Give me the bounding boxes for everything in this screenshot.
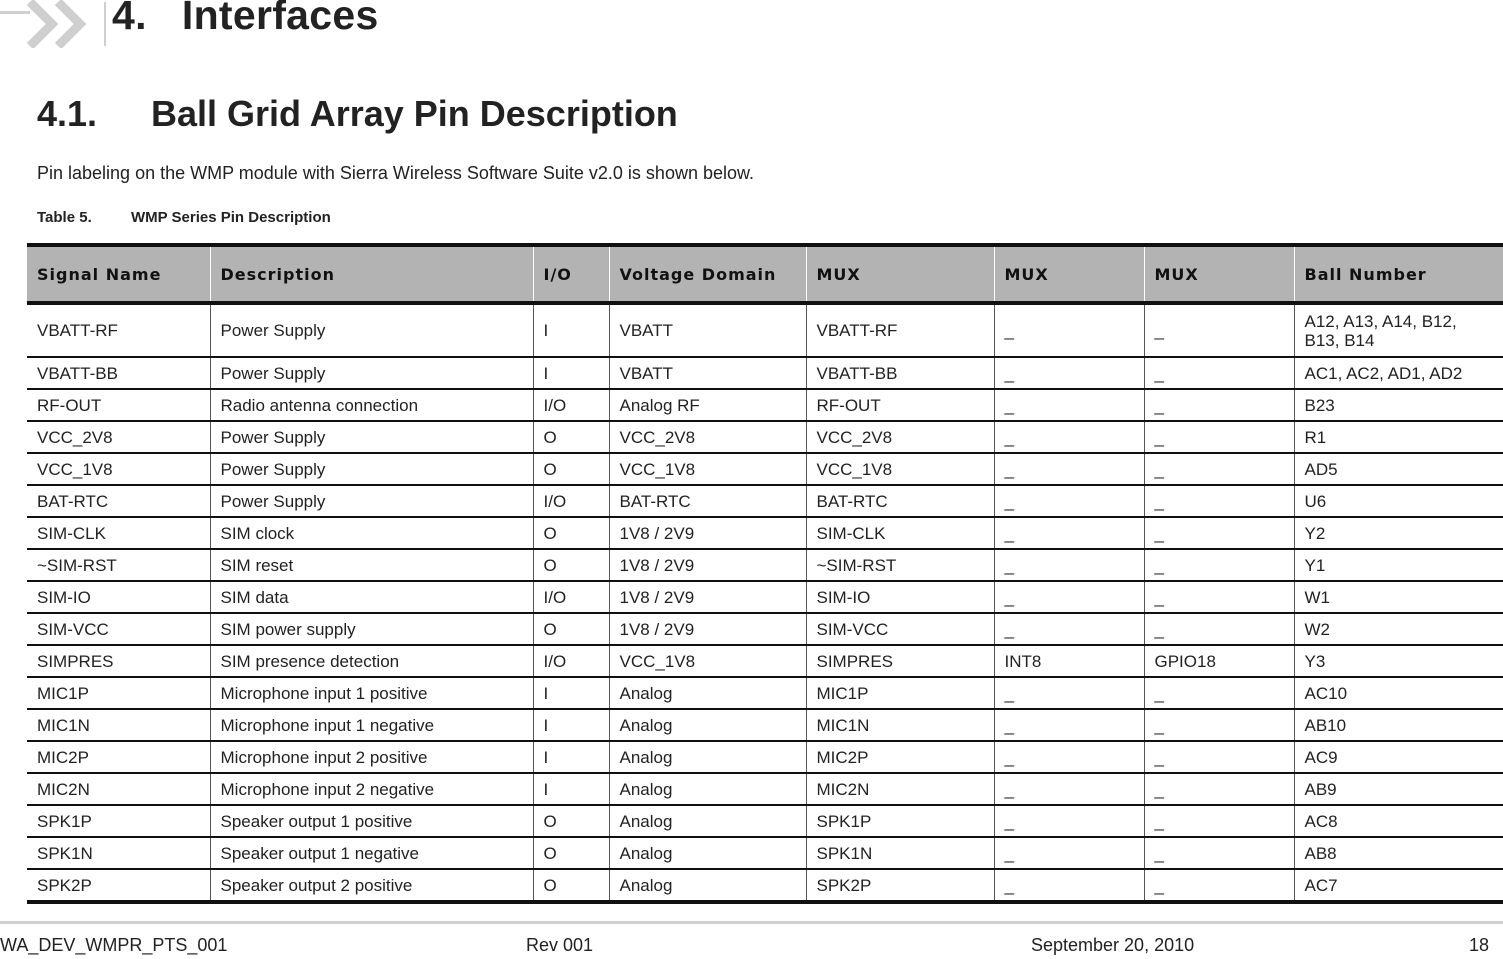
table-cell: _ [1144, 805, 1294, 837]
table-cell: ~SIM-RST [27, 549, 210, 581]
table-caption [37, 209, 331, 226]
table-cell: _ [994, 357, 1144, 389]
table-row [27, 549, 1503, 581]
table-cell: 1V8 / 2V9 [609, 549, 806, 581]
table-cell: Analog [609, 709, 806, 741]
table-cell: Power Supply [210, 421, 533, 453]
table-cell: MIC1N [806, 709, 994, 741]
footer-date: September 20, 2010 [1031, 935, 1195, 955]
table-cell: MIC1N [27, 709, 210, 741]
table-row [27, 453, 1503, 485]
table-cell: MIC2P [806, 741, 994, 773]
table-cell: _ [1144, 303, 1294, 357]
table-cell: _ [1144, 613, 1294, 645]
table-row [27, 613, 1503, 645]
table-cell: _ [1144, 581, 1294, 613]
column-header: Signal Name [27, 245, 210, 303]
table-caption-title: WMP Series Pin Description [131, 209, 331, 226]
table-cell: AC9 [1294, 741, 1503, 773]
table-cell: Y3 [1294, 645, 1503, 677]
table-cell: _ [1144, 485, 1294, 517]
table-cell: O [533, 613, 609, 645]
table-row [27, 773, 1503, 805]
table-cell: Microphone input 1 positive [210, 677, 533, 709]
table-cell: VBATT-RF [27, 303, 210, 357]
chapter-name: Interfaces [181, 0, 379, 38]
table-cell: R1 [1294, 421, 1503, 453]
table-cell: SIM-CLK [27, 517, 210, 549]
table-cell: SIM-IO [806, 581, 994, 613]
table-cell: Microphone input 2 negative [210, 773, 533, 805]
table-cell: O [533, 869, 609, 902]
table-cell: Speaker output 2 positive [210, 869, 533, 902]
table-cell: _ [994, 709, 1144, 741]
table-cell: Y1 [1294, 549, 1503, 581]
table-cell: I [533, 357, 609, 389]
table-cell: _ [994, 389, 1144, 421]
table-cell: _ [1144, 517, 1294, 549]
footer-page-number: 18 [1469, 935, 1490, 955]
column-header: MUX [1144, 245, 1294, 303]
table-cell: BAT-RTC [609, 485, 806, 517]
table-row [27, 709, 1503, 741]
table-cell: RF-OUT [806, 389, 994, 421]
table-cell: Power Supply [210, 485, 533, 517]
table-cell: _ [994, 613, 1144, 645]
table-cell: Analog [609, 805, 806, 837]
table-cell: I [533, 709, 609, 741]
table-cell: SIM power supply [210, 613, 533, 645]
table-cell: Analog RF [609, 389, 806, 421]
table-cell: SPK1N [806, 837, 994, 869]
table-cell: O [533, 517, 609, 549]
table-cell: SIM presence detection [210, 645, 533, 677]
table-cell: 1V8 / 2V9 [609, 517, 806, 549]
table-cell: Speaker output 1 positive [210, 805, 533, 837]
table-cell: Power Supply [210, 357, 533, 389]
table-cell: A12, A13, A14, B12, B13, B14 [1294, 303, 1503, 357]
table-cell: VCC_2V8 [806, 421, 994, 453]
table-cell: O [533, 453, 609, 485]
column-header: Ball Number [1294, 245, 1503, 303]
table-cell: SIM clock [210, 517, 533, 549]
chapter-number: 4. [112, 0, 147, 38]
table-cell: SIM data [210, 581, 533, 613]
section-title [37, 93, 678, 135]
column-header: Voltage Domain [609, 245, 806, 303]
table-cell: MIC1P [27, 677, 210, 709]
table-cell: U6 [1294, 485, 1503, 517]
table-cell: _ [1144, 421, 1294, 453]
table-cell: Power Supply [210, 303, 533, 357]
table-cell: VCC_1V8 [609, 645, 806, 677]
table-cell: Analog [609, 837, 806, 869]
table-cell: _ [994, 581, 1144, 613]
table-cell: _ [994, 485, 1144, 517]
column-header: MUX [994, 245, 1144, 303]
table-cell: I [533, 773, 609, 805]
footer-doc-id: WA_DEV_WMPR_PTS_001 [0, 935, 228, 955]
table-body [27, 303, 1503, 902]
table-cell: Analog [609, 677, 806, 709]
table-cell: GPIO18 [1144, 645, 1294, 677]
table-row [27, 677, 1503, 709]
table-cell: _ [994, 773, 1144, 805]
table-cell: _ [994, 869, 1144, 902]
table-cell: MIC2N [27, 773, 210, 805]
section-name: Ball Grid Array Pin Description [151, 93, 678, 134]
table-cell: SIM-VCC [27, 613, 210, 645]
table-cell: BAT-RTC [27, 485, 210, 517]
table-caption-number: Table 5. [37, 209, 92, 226]
table-cell: _ [994, 549, 1144, 581]
table-row [27, 485, 1503, 517]
table-cell: _ [994, 303, 1144, 357]
table-row [27, 421, 1503, 453]
column-header: MUX [806, 245, 994, 303]
table-cell: _ [1144, 677, 1294, 709]
table-row [27, 581, 1503, 613]
table-cell: B23 [1294, 389, 1503, 421]
section-number: 4.1. [37, 93, 98, 134]
table-cell: SPK2P [806, 869, 994, 902]
table-row [27, 357, 1503, 389]
table-header-row [27, 245, 1503, 303]
table-cell: _ [1144, 357, 1294, 389]
table-row [27, 805, 1503, 837]
table-row [27, 741, 1503, 773]
table-cell: _ [994, 453, 1144, 485]
table-cell: I [533, 741, 609, 773]
table-cell: INT8 [994, 645, 1144, 677]
table-row [27, 869, 1503, 902]
column-header: Description [210, 245, 533, 303]
table-cell: SIMPRES [806, 645, 994, 677]
table-cell: SPK1P [806, 805, 994, 837]
table-cell: _ [994, 805, 1144, 837]
table-cell: O [533, 421, 609, 453]
table-row [27, 645, 1503, 677]
table-cell: I/O [533, 645, 609, 677]
footer-revision: Rev 001 [526, 935, 594, 955]
table-cell: _ [994, 517, 1144, 549]
table-cell: AC10 [1294, 677, 1503, 709]
table-cell: O [533, 805, 609, 837]
table-cell: I [533, 677, 609, 709]
table-cell: _ [1144, 389, 1294, 421]
chapter-title [112, 0, 379, 39]
table-cell: AC1, AC2, AD1, AD2 [1294, 357, 1503, 389]
table-cell: VBATT [609, 357, 806, 389]
footer-divider [0, 921, 1503, 924]
table-cell: _ [1144, 741, 1294, 773]
table-cell: Microphone input 2 positive [210, 741, 533, 773]
table-cell: 1V8 / 2V9 [609, 613, 806, 645]
table-cell: VCC_2V8 [27, 421, 210, 453]
table-cell: I/O [533, 389, 609, 421]
table-cell: AC8 [1294, 805, 1503, 837]
table-cell: VCC_2V8 [609, 421, 806, 453]
table-cell: MIC2P [27, 741, 210, 773]
table-cell: _ [994, 741, 1144, 773]
table-cell: I/O [533, 485, 609, 517]
table-cell: _ [1144, 773, 1294, 805]
table-row [27, 389, 1503, 421]
table-cell: Power Supply [210, 453, 533, 485]
table-cell: Y2 [1294, 517, 1503, 549]
table-cell: VBATT-BB [806, 357, 994, 389]
table-cell: VBATT [609, 303, 806, 357]
table-cell: Analog [609, 869, 806, 902]
table-cell: _ [994, 837, 1144, 869]
table-cell: MIC1P [806, 677, 994, 709]
table-cell: VBATT-RF [806, 303, 994, 357]
table-cell: AB9 [1294, 773, 1503, 805]
table-cell: _ [1144, 837, 1294, 869]
table-cell: SIM-VCC [806, 613, 994, 645]
table-cell: W2 [1294, 613, 1503, 645]
table-cell: VCC_1V8 [609, 453, 806, 485]
table-cell: MIC2N [806, 773, 994, 805]
table-cell: Radio antenna connection [210, 389, 533, 421]
table-cell: _ [1144, 453, 1294, 485]
table-cell: VCC_1V8 [806, 453, 994, 485]
table-cell: SPK1P [27, 805, 210, 837]
table-cell: Microphone input 1 negative [210, 709, 533, 741]
double-chevron-logo-icon [0, 0, 110, 48]
table-cell: RF-OUT [27, 389, 210, 421]
table-cell: _ [1144, 549, 1294, 581]
table-cell: _ [1144, 709, 1294, 741]
table-cell: W1 [1294, 581, 1503, 613]
table-cell: I/O [533, 581, 609, 613]
table-cell: BAT-RTC [806, 485, 994, 517]
table-row [27, 837, 1503, 869]
table-cell: _ [994, 677, 1144, 709]
table-cell: VBATT-BB [27, 357, 210, 389]
table-cell: O [533, 549, 609, 581]
table-cell: SIMPRES [27, 645, 210, 677]
table-cell: O [533, 837, 609, 869]
table-cell: ~SIM-RST [806, 549, 994, 581]
pin-description-table [27, 243, 1503, 904]
table-cell: SIM-CLK [806, 517, 994, 549]
table-cell: AB10 [1294, 709, 1503, 741]
table-cell: AB8 [1294, 837, 1503, 869]
table-header [27, 245, 1503, 303]
table-cell: SIM reset [210, 549, 533, 581]
table-cell: 1V8 / 2V9 [609, 581, 806, 613]
table-cell: Analog [609, 741, 806, 773]
table-row [27, 517, 1503, 549]
table-cell: _ [1144, 869, 1294, 902]
table-cell: Analog [609, 773, 806, 805]
table-cell: _ [994, 421, 1144, 453]
intro-paragraph: Pin labeling on the WMP module with Sierra Wireless Software Suite v2.0 is shown below. [37, 163, 755, 183]
column-header: I/O [533, 245, 609, 303]
table-cell: I [533, 303, 609, 357]
table-cell: SIM-IO [27, 581, 210, 613]
table-cell: Speaker output 1 negative [210, 837, 533, 869]
table-cell: SPK1N [27, 837, 210, 869]
table-cell: SPK2P [27, 869, 210, 902]
table-cell: AC7 [1294, 869, 1503, 902]
table-row [27, 303, 1503, 357]
table-cell: VCC_1V8 [27, 453, 210, 485]
table-cell: AD5 [1294, 453, 1503, 485]
